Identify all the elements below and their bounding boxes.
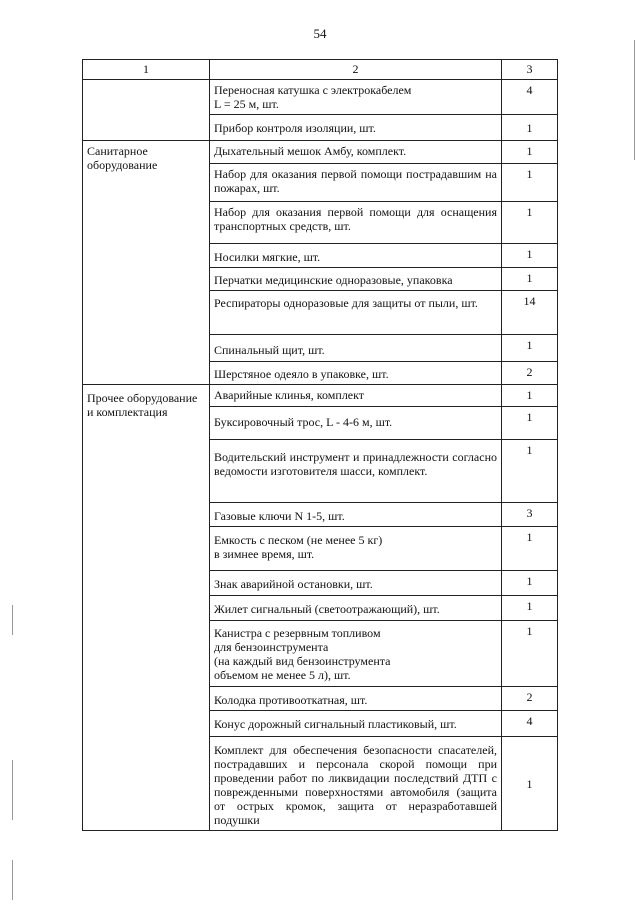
item-name: Шерстяное одеяло в упаковке, шт. <box>210 362 502 385</box>
item-qty: 1 <box>502 385 558 407</box>
column-header-3: 3 <box>502 60 558 80</box>
item-qty: 1 <box>502 571 558 596</box>
item-name: Канистра с резервным топливом для бензоинструмента (на каждый вид бензоинструмента объемом не менее 5 л), шт. <box>210 621 502 687</box>
item-qty: 14 <box>502 291 558 335</box>
scan-mark <box>12 860 13 900</box>
item-name: Комплект для обеспечения безопасности спасателей, пострадавших и персонала скорой помощи при проведении работ по ликвидации последствий ДТП с поврежденными поверхностями автомобиля (защита от острых кромок, защита от неразработавшей подушки <box>210 737 502 831</box>
item-name: Респираторы одноразовые для защиты от пыли, шт. <box>210 291 502 335</box>
item-qty: 4 <box>502 711 558 737</box>
item-name: Конус дорожный сигнальный пластиковый, шт. <box>210 711 502 737</box>
item-name: Прибор контроля изоляции, шт. <box>210 115 502 141</box>
item-name: Носилки мягкие, шт. <box>210 244 502 268</box>
column-header-2: 2 <box>210 60 502 80</box>
category-cell <box>83 80 210 141</box>
item-name: Переносная катушка с электрокабелем L = 25 м, шт. <box>210 80 502 115</box>
table-header-row <box>83 60 558 80</box>
scan-mark <box>12 760 13 820</box>
item-qty: 1 <box>502 596 558 621</box>
item-name: Буксировочный трос, L - 4-6 м, шт. <box>210 407 502 440</box>
item-name: Набор для оказания первой помощи пострадавшим на пожарах, шт. <box>210 164 502 202</box>
item-name: Перчатки медицинские одноразовые, упаковка <box>210 268 502 291</box>
item-qty: 1 <box>502 440 558 503</box>
item-qty: 1 <box>502 164 558 202</box>
column-header-1: 1 <box>83 60 210 80</box>
item-qty: 2 <box>502 362 558 385</box>
equipment-table <box>82 59 558 831</box>
item-qty: 1 <box>502 268 558 291</box>
table-row <box>83 80 558 115</box>
item-qty: 4 <box>502 80 558 115</box>
item-name: Аварийные клинья, комплект <box>210 385 502 407</box>
item-name: Водительский инструмент и принадлежности согласно ведомости изготовителя шасси, комплект. <box>210 440 502 503</box>
item-name: Знак аварийной остановки, шт. <box>210 571 502 596</box>
item-name: Дыхательный мешок Амбу, комплект. <box>210 141 502 164</box>
item-name: Газовые ключи N 1-5, шт. <box>210 503 502 527</box>
item-qty: 1 <box>502 115 558 141</box>
item-qty: 1 <box>502 244 558 268</box>
item-name: Набор для оказания первой помощи для оснащения транспортных средств, шт. <box>210 202 502 244</box>
item-name: Жилет сигнальный (светоотражающий), шт. <box>210 596 502 621</box>
category-cell: Прочее оборудование и комплектация <box>83 385 210 831</box>
scan-mark <box>634 40 635 160</box>
page-number: 54 <box>313 26 327 41</box>
item-qty: 3 <box>502 503 558 527</box>
table-row <box>83 141 558 164</box>
item-qty: 2 <box>502 687 558 711</box>
item-name: Спинальный щит, шт. <box>210 335 502 362</box>
item-qty: 1 <box>502 621 558 687</box>
item-qty: 1 <box>502 202 558 244</box>
item-qty: 1 <box>502 737 558 831</box>
item-qty: 1 <box>502 141 558 164</box>
item-name: Колодка противооткатная, шт. <box>210 687 502 711</box>
item-qty: 1 <box>502 527 558 571</box>
item-qty: 1 <box>502 335 558 362</box>
scan-mark <box>12 605 13 635</box>
item-qty: 1 <box>502 407 558 440</box>
table-row <box>83 385 558 407</box>
item-name: Емкость с песком (не менее 5 кг) в зимнее время, шт. <box>210 527 502 571</box>
category-cell: Санитарное оборудование <box>83 141 210 385</box>
